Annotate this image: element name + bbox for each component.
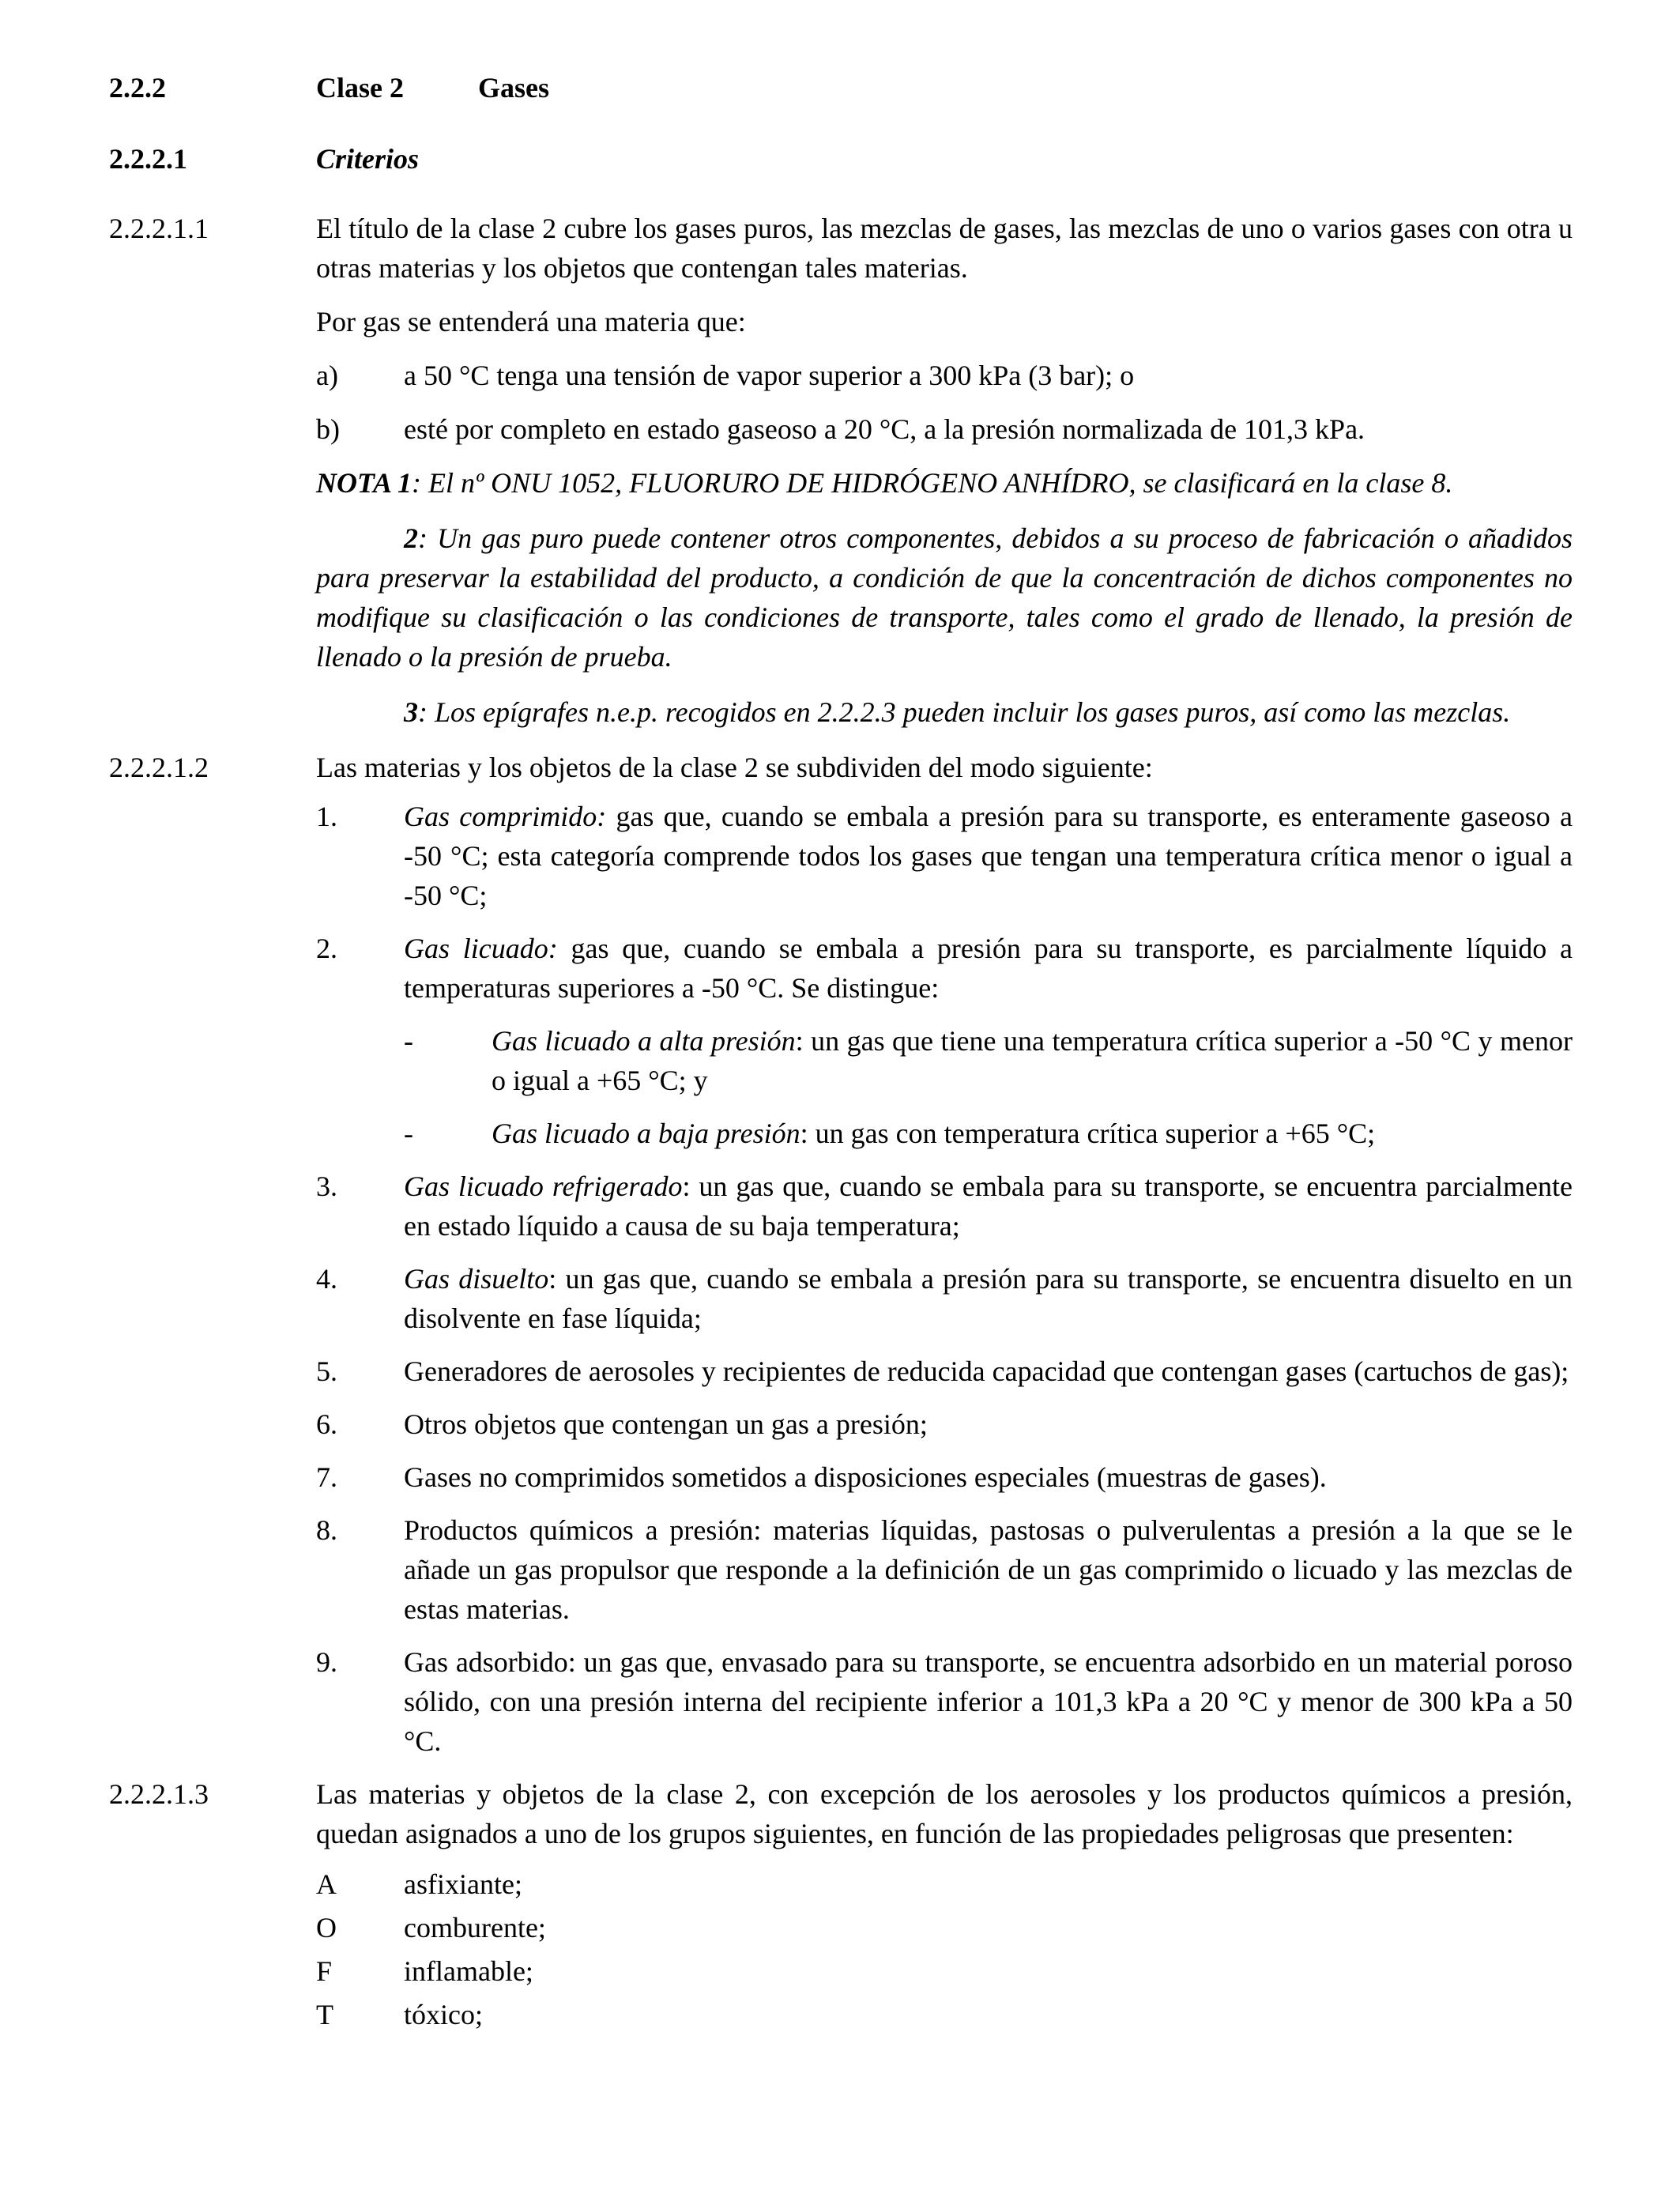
gas-type-subitem-alta-presion <box>404 1021 1573 1100</box>
hazard-group-T <box>316 1995 1573 2034</box>
item-text: Generadores de aerosoles y recipientes de reducida capacidad que contengan gases (cartuchos de gas); <box>404 1355 1569 1387</box>
note-label: 2 <box>404 522 418 554</box>
dash-marker: - <box>404 1118 413 1149</box>
paragraph-text: Las materias y los objetos de la clase 2 se subdividen del modo siguiente: <box>316 752 1153 783</box>
note-text: : El nº ONU 1052, FLUORURO DE HIDRÓGENO ANHÍDRO, se clasificará en la clase 8. <box>412 467 1453 499</box>
item-body: : un gas que, cuando se embala para su transporte, se encuentra parcialmente en estado líquido a causa de su baja temperatura; <box>404 1171 1573 1242</box>
item-marker: 3. <box>316 1171 337 1202</box>
gas-type-item-8 <box>316 1510 1573 1629</box>
group-code: O <box>316 1912 337 1943</box>
condition-marker: a) <box>316 360 338 391</box>
item-marker: 7. <box>316 1461 337 1493</box>
item-text <box>492 1114 1573 1153</box>
group-code: A <box>316 1868 337 1900</box>
paragraph-number: 2.2.2.1.3 <box>109 1778 209 1810</box>
group-label: comburente; <box>404 1912 546 1943</box>
item-body: : un gas que tiene una temperatura crítica superior a -50 °C y menor o igual a +65 °C; y <box>492 1025 1573 1096</box>
hazard-group-F <box>316 1951 1573 1991</box>
gas-type-item-2 <box>316 929 1573 1008</box>
gas-definition-intro: Por gas se entenderá una materia que: <box>316 306 746 337</box>
group-label: tóxico; <box>404 1999 483 2030</box>
item-body: : un gas con temperatura crítica superior a +65 °C; <box>800 1118 1376 1149</box>
item-body: gas que, cuando se embala a presión para su transporte, es enteramente gaseoso a -50 °C; esta categoría comprende todos los gases que tengan una temperatura crítica menor o igual a -50 °C; <box>404 801 1573 911</box>
item-marker: 9. <box>316 1646 337 1678</box>
paragraph-number: 2.2.2.1.2 <box>109 752 209 783</box>
item-marker: 4. <box>316 1263 337 1295</box>
item-lead: Gas licuado a alta presión <box>492 1025 796 1057</box>
criterios-title: Criterios <box>316 143 420 175</box>
group-code: F <box>316 1955 333 1987</box>
gas-type-item-7 <box>316 1457 1573 1497</box>
hazard-group-O <box>316 1908 1573 1947</box>
item-lead: Gas licuado: <box>404 933 558 964</box>
note-3 <box>316 692 1573 732</box>
item-marker: 2. <box>316 933 337 964</box>
hazard-group-A <box>316 1864 1573 1904</box>
note-2 <box>316 518 1573 677</box>
item-lead: Gas licuado a baja presión <box>492 1118 800 1149</box>
section-heading-criterios <box>109 139 1573 179</box>
item-lead: Gas comprimido: <box>404 801 607 832</box>
item-text: Gases no comprimidos sometidos a disposiciones especiales (muestras de gases). <box>404 1461 1327 1493</box>
gas-type-item-9 <box>316 1642 1573 1761</box>
class-name: Gases <box>478 72 549 104</box>
item-body: : un gas que, cuando se embala a presión para su transporte, se encuentra disuelto en un disolvente en fase líquida; <box>404 1263 1573 1334</box>
paragraph-22212 <box>109 748 1573 787</box>
class-label: Clase 2 <box>316 72 404 104</box>
gas-type-item-5 <box>316 1351 1573 1391</box>
note-text: : Un gas puro puede contener otros componentes, debidos a su proceso de fabricación o añadidos para preservar la estabilidad del producto, a condición de que la concentración de dichos componentes no modifique su clasificación o las condiciones de transporte, tales como el grado de llenado, la presión de llenado o la presión de prueba. <box>316 522 1573 673</box>
section-title <box>316 68 1573 107</box>
paragraph-text: El título de la clase 2 cubre los gases puros, las mezclas de gases, las mezclas de uno o varios gases con otra u otras materias y los objetos que contengan tales materias. <box>316 213 1573 284</box>
item-marker: 8. <box>316 1514 337 1546</box>
dash-marker: - <box>404 1025 413 1057</box>
item-text <box>404 1259 1573 1338</box>
gas-type-item-4 <box>316 1259 1573 1338</box>
item-text <box>404 797 1573 915</box>
group-label: inflamable; <box>404 1955 533 1987</box>
gas-type-item-3 <box>316 1167 1573 1246</box>
item-text: Otros objetos que contengan un gas a presión; <box>404 1408 928 1440</box>
item-marker: 1. <box>316 801 337 832</box>
note-text: : Los epígrafes n.e.p. recogidos en 2.2.2.3 pueden incluir los gases puros, así como las mezclas. <box>418 696 1511 728</box>
item-body: gas que, cuando se embala a presión para su transporte, es parcialmente líquido a temperaturas superiores a -50 °C. Se distingue: <box>404 933 1573 1004</box>
paragraph-22211 <box>109 209 1573 288</box>
condition-text: a 50 °C tenga una tensión de vapor superior a 300 kPa (3 bar); o <box>404 360 1135 391</box>
item-lead: Gas licuado refrigerado <box>404 1171 683 1202</box>
item-text: Gas adsorbido: un gas que, envasado para su transporte, se encuentra adsorbido en un material poroso sólido, con una presión interna del recipiente inferior a 101,3 kPa a 20 °C y menor de 300 kPa a 50 °C. <box>404 1646 1573 1757</box>
note-1 <box>316 463 1573 503</box>
item-marker: 6. <box>316 1408 337 1440</box>
group-label: asfixiante; <box>404 1868 522 1900</box>
condition-text: esté por completo en estado gaseoso a 20 °C, a la presión normalizada de 101,3 kPa. <box>404 413 1365 445</box>
condition-b <box>316 409 1573 449</box>
item-lead: Gas disuelto <box>404 1263 549 1295</box>
item-text <box>492 1021 1573 1100</box>
item-text <box>404 1167 1573 1246</box>
item-text <box>404 929 1573 1008</box>
item-text: Productos químicos a presión: materias líquidas, pastosas o pulverulentas a presión a la que se le añade un gas propulsor que responde a la definición de un gas comprimido o licuado y las mezclas de estas materias. <box>404 1514 1573 1625</box>
gas-type-item-6 <box>316 1404 1573 1444</box>
item-marker: 5. <box>316 1355 337 1387</box>
note-label: NOTA 1 <box>316 467 412 499</box>
section-number: 2.2.2 <box>109 72 166 104</box>
section-heading-222 <box>109 68 1573 107</box>
paragraph-22213 <box>109 1774 1573 1853</box>
group-code: T <box>316 1999 333 2030</box>
condition-marker: b) <box>316 413 340 445</box>
note-label: 3 <box>404 696 418 728</box>
paragraph-number: 2.2.2.1.1 <box>109 213 209 244</box>
gas-type-item-1 <box>316 797 1573 915</box>
condition-a <box>316 356 1573 395</box>
gas-type-subitem-baja-presion <box>404 1114 1573 1153</box>
paragraph-text: Las materias y objetos de la clase 2, con excepción de los aerosoles y los productos químicos a presión, quedan asignados a uno de los grupos siguientes, en función de las propiedades peligrosas que presenten: <box>316 1778 1573 1849</box>
section-number: 2.2.2.1 <box>109 143 187 175</box>
